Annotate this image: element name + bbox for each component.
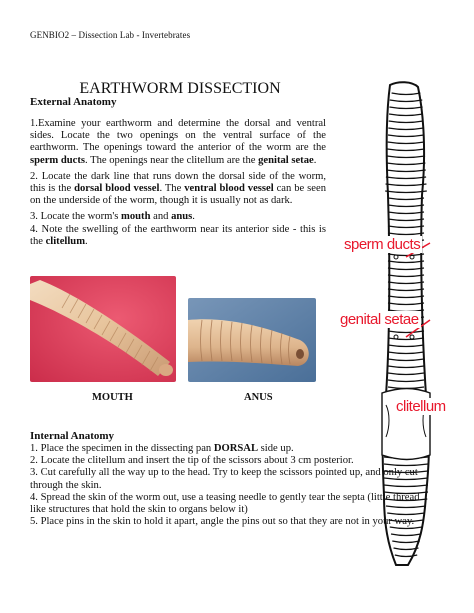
internal-anatomy-heading: Internal Anatomy <box>30 430 115 442</box>
step-2-text-2: . The <box>159 183 185 195</box>
internal-step-4: 4. Spread the skin of the worm out, use a teasing needle to gently tear the septa (little thread like structures that hold the skin to organs below it) <box>30 491 420 516</box>
term-dorsal: DORSAL <box>213 443 259 454</box>
page-header: GENBIO2 – Dissection Lab - Invertebrates <box>30 30 191 40</box>
step-4-text: 4. Note the swelling of the earthworm near its anterior side - this is the <box>30 223 326 247</box>
internal-step-2: 2. Locate the clitellum and insert the tip of the scissors about 3 cm posterior. <box>30 455 354 467</box>
term-sperm-ducts: sperm ducts <box>30 154 86 166</box>
step-2-text: 2. Locate the dark line that runs down the dorsal side of the worm, this is the <box>30 170 326 195</box>
internal-step-5: 5. Place pins in the skin to hold it apart, angle the pins out so that they are not in your way. <box>30 516 415 528</box>
step-3-text-3: . <box>192 211 195 223</box>
step-1-text-3: . <box>313 154 317 166</box>
internal-step-1-text: 1. Place the specimen in the dissecting pan <box>30 443 214 454</box>
page-title: EARTHWORM DISSECTION <box>79 80 281 97</box>
clitellum-label: clitellum <box>396 398 446 415</box>
mouth-caption: MOUTH <box>92 392 133 403</box>
term-ventral-blood-vessel: ventral blood vessel <box>184 183 274 195</box>
internal-step-1-text-2: side up. <box>258 443 294 454</box>
internal-anatomy-section <box>30 430 435 528</box>
sperm-ducts-label: sperm ducts <box>344 236 421 253</box>
internal-step-1 <box>30 443 435 455</box>
external-step-4 <box>30 224 326 248</box>
step-3-text: 3. Locate the worm's <box>30 211 122 223</box>
genital-setae-label: genital setae <box>340 311 419 328</box>
term-genital-setae: genital setae <box>258 154 314 166</box>
external-anatomy-heading: External Anatomy <box>30 96 117 108</box>
anus-caption: ANUS <box>244 392 273 403</box>
step-4-text-2: . <box>85 235 88 247</box>
anus-photo <box>188 298 316 382</box>
step-2-text-3: can be seen on the underside of the worm, though it is usually not as dark. <box>30 183 326 207</box>
external-step-1 <box>30 118 326 167</box>
internal-step-3: 3. Cut carefully all the way up to the head. Try to keep the scissors pointed up, and only cut through the skin. <box>30 467 418 491</box>
term-dorsal-blood-vessel: dorsal blood vessel <box>74 183 160 195</box>
mouth-photo <box>30 276 176 382</box>
external-step-3 <box>30 211 326 223</box>
term-mouth: mouth <box>121 211 151 223</box>
step-1-text-2: . The openings near the clitellum are the <box>85 154 259 166</box>
external-anatomy-section <box>30 96 326 248</box>
term-anus: anus <box>171 211 193 223</box>
step-3-text-2: and <box>150 211 172 223</box>
external-step-2 <box>30 171 326 208</box>
step-1-text: 1.Examine your earthworm and determine the dorsal and ventral sides. Locate the two openings on the ventral surface of the earthworm. The openings toward the anterior of the worm are the <box>30 118 326 154</box>
term-clitellum: clitellum <box>45 235 86 247</box>
